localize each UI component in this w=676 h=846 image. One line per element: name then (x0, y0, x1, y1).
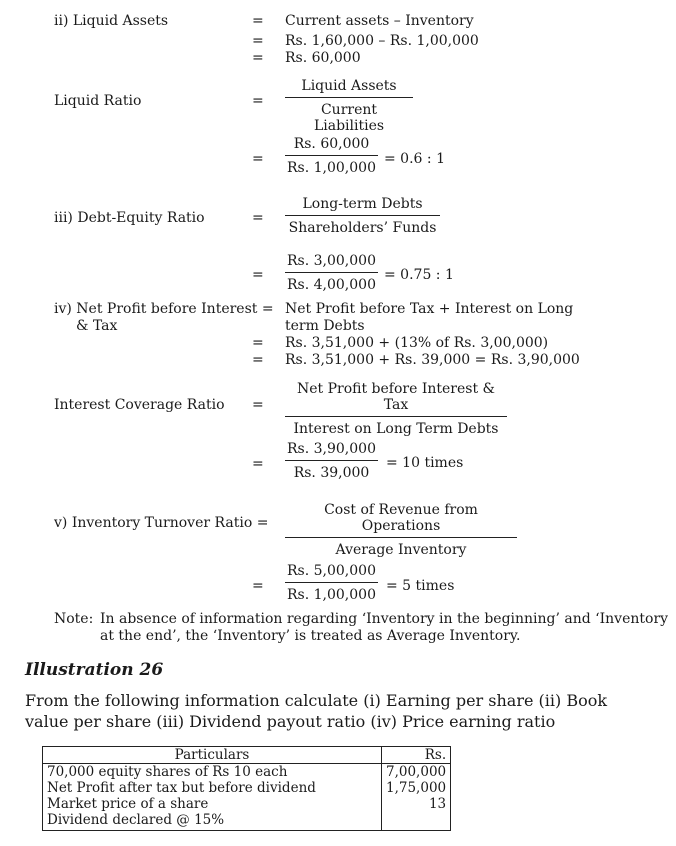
particulars-table (42, 746, 451, 831)
equals-sign: = (252, 335, 264, 351)
fraction-denominator: Current Liabilities (313, 102, 385, 134)
table-cell-amount: 7,00,000 (382, 764, 451, 781)
equals-sign: = (252, 352, 264, 368)
liquid-ratio-values-fraction (285, 136, 378, 176)
equals-sign: = (252, 578, 264, 594)
fraction-denominator: Rs. 39,000 (293, 465, 370, 481)
interest-coverage-result: = 10 times (386, 455, 464, 471)
fraction-numerator: Net Profit before Interest & Tax (296, 381, 495, 413)
illustration-title: Illustration 26 (25, 660, 164, 680)
table-cell-particular: Net Profit after tax but before dividend (43, 780, 382, 796)
net-profit-result: Rs. 3,51,000 + Rs. 39,000 = Rs. 3,90,000 (285, 352, 580, 368)
fraction-numerator: Liquid Assets (301, 78, 397, 94)
inventory-turnover-label: v) Inventory Turnover Ratio = (54, 515, 269, 531)
inventory-turnover-result: = 5 times (386, 578, 455, 594)
net-profit-label-cont: & Tax (76, 318, 118, 334)
fraction-numerator: Long-term Debts (302, 196, 423, 212)
equals-sign: = (252, 93, 264, 109)
fraction-denominator: Rs. 1,00,000 (287, 587, 376, 603)
table-cell-amount: 1,75,000 (382, 780, 451, 796)
fraction-numerator: Cost of Revenue from Operations (324, 502, 478, 534)
fraction-denominator: Rs. 1,00,000 (287, 160, 376, 176)
table-header-row (43, 747, 451, 764)
table-row (43, 764, 451, 781)
fraction-numerator: Rs. 5,00,000 (287, 563, 376, 579)
equals-sign: = (252, 151, 264, 167)
net-profit-formula: Net Profit before Tax + Interest on Long (285, 301, 574, 317)
debt-equity-values-fraction (285, 253, 378, 293)
table-row (43, 812, 451, 831)
equals-sign: = (252, 210, 264, 226)
interest-coverage-values-fraction (285, 441, 378, 481)
equals-sign: = (252, 50, 264, 66)
note-text-line2: at the end’, the ‘Inventory’ is treated as Average Inventory. (100, 628, 521, 644)
table-row (43, 796, 451, 812)
inventory-turnover-fraction (285, 502, 517, 558)
note-text-line1: In absence of information regarding ‘Inventory in the beginning’ and ‘Inventory (100, 611, 669, 627)
fraction-numerator: Rs. 3,00,000 (287, 253, 376, 269)
debt-equity-ratio-label: iii) Debt-Equity Ratio (54, 210, 205, 226)
liquid-ratio-result: = 0.6 : 1 (384, 151, 445, 167)
fraction-numerator: Rs. 60,000 (293, 136, 370, 152)
net-profit-formula-cont: term Debts (285, 318, 365, 334)
interest-coverage-fraction (285, 381, 507, 437)
fraction-denominator: Rs. 4,00,000 (287, 277, 376, 293)
equals-sign: = (252, 267, 264, 283)
illustration-intro: From the following information calculate (i) Earning per share (ii) Book value per share (iii) Dividend payout ratio (iv) Price earning ratio (25, 691, 608, 731)
liquid-assets-substitution: Rs. 1,60,000 – Rs. 1,00,000 (285, 33, 479, 49)
liquid-assets-formula: Current assets – Inventory (285, 13, 474, 29)
debt-equity-result: = 0.75 : 1 (384, 267, 454, 283)
table-header-rs: Rs. (382, 747, 451, 764)
table-cell-amount: 13 (382, 796, 451, 812)
liquid-assets-label: ii) Liquid Assets (54, 13, 169, 29)
table-cell-particular: Market price of a share (43, 796, 382, 812)
table-header-particulars: Particulars (43, 747, 382, 764)
fraction-denominator: Average Inventory (335, 542, 467, 558)
liquid-ratio-fraction (285, 78, 413, 134)
fraction-denominator: Shareholders’ Funds (288, 220, 437, 236)
net-profit-label: iv) Net Profit before Interest = (54, 301, 274, 317)
fraction-numerator: Rs. 3,90,000 (287, 441, 376, 457)
table-row (43, 780, 451, 796)
interest-coverage-label: Interest Coverage Ratio (54, 397, 225, 413)
inventory-turnover-values-fraction (285, 563, 378, 603)
table-cell-particular: Dividend declared @ 15% (43, 812, 382, 831)
liquid-ratio-label: Liquid Ratio (54, 93, 142, 109)
liquid-assets-result: Rs. 60,000 (285, 50, 361, 66)
net-profit-substitution: Rs. 3,51,000 + (13% of Rs. 3,00,000) (285, 335, 549, 351)
note-label: Note: (54, 611, 94, 627)
equals-sign: = (252, 13, 264, 29)
equals-sign: = (252, 397, 264, 413)
table-cell-amount (382, 812, 451, 831)
equals-sign: = (252, 456, 264, 472)
debt-equity-fraction (285, 196, 440, 236)
equals-sign: = (252, 33, 264, 49)
table-cell-particular: 70,000 equity shares of Rs 10 each (43, 764, 382, 781)
fraction-denominator: Interest on Long Term Debts (293, 421, 499, 437)
